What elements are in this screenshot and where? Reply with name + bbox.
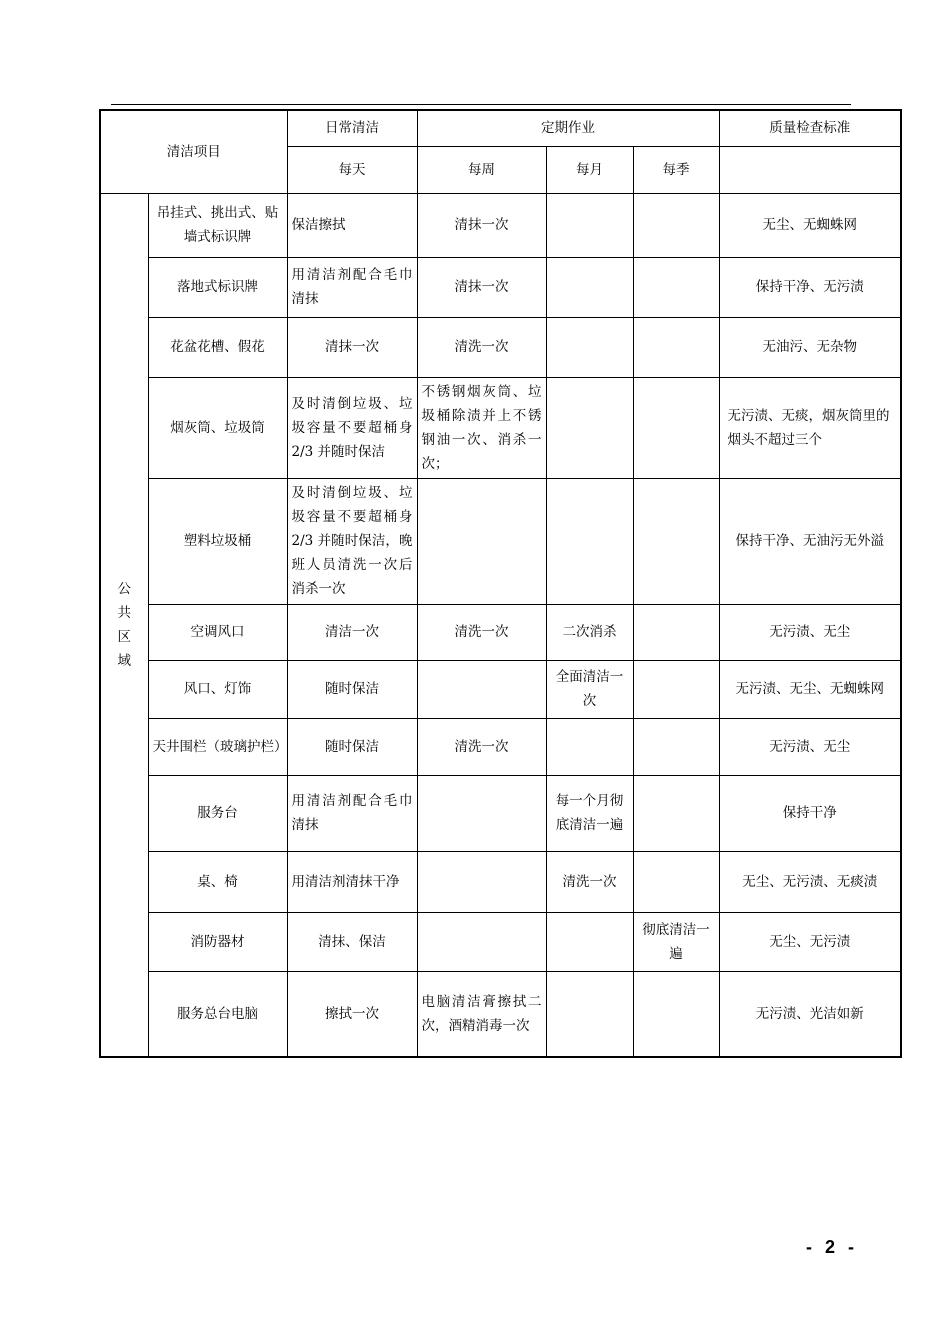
cell-daily: 清抹、保洁 (287, 912, 417, 971)
cell-daily: 用清洁剂配合毛巾清抹 (287, 775, 417, 851)
cell-item: 消防器材 (148, 912, 287, 971)
header-blank (719, 146, 901, 193)
area-char: 公 (117, 580, 131, 597)
area-char: 域 (117, 652, 131, 669)
header-row (100, 110, 901, 146)
header-item: 清洁项目 (100, 110, 287, 193)
cell-standard: 无尘、无蜘蛛网 (719, 193, 901, 257)
cell-standard: 保持干净 (719, 775, 901, 851)
cell-quarterly (633, 660, 719, 718)
cell-item: 空调风口 (148, 604, 287, 660)
cell-daily: 用清洁剂配合毛巾清抹 (287, 257, 417, 317)
cell-quarterly: 彻底清洁一遍 (633, 912, 719, 971)
cell-item: 吊挂式、挑出式、贴墙式标识牌 (148, 193, 287, 257)
cell-item: 花盆花槽、假花 (148, 317, 287, 377)
page-number: - 2 - (806, 1237, 859, 1257)
area-char: 区 (117, 628, 131, 645)
cell-item: 桌、椅 (148, 851, 287, 912)
cell-quarterly (633, 775, 719, 851)
cell-monthly (546, 257, 633, 317)
header-every-month: 每月 (546, 146, 633, 193)
header-every-day: 每天 (287, 146, 417, 193)
cell-standard: 无污渍、无尘、无蜘蛛网 (719, 660, 901, 718)
cell-weekly (417, 660, 546, 718)
cleaning-schedule-table (99, 109, 902, 1058)
cell-monthly: 全面清洁一次 (546, 660, 633, 718)
cell-weekly: 清抹一次 (417, 257, 546, 317)
table-row (100, 775, 901, 851)
cell-daily: 用清洁剂清抹干净 (287, 851, 417, 912)
cell-standard: 无污渍、无尘 (719, 604, 901, 660)
cell-quarterly (633, 193, 719, 257)
cell-weekly (417, 775, 546, 851)
cell-standard: 无油污、无杂物 (719, 317, 901, 377)
cell-weekly: 清抹一次 (417, 193, 546, 257)
cell-item: 服务台 (148, 775, 287, 851)
cell-monthly (546, 718, 633, 775)
cell-standard: 无污渍、光洁如新 (719, 971, 901, 1057)
cell-weekly: 清洗一次 (417, 604, 546, 660)
cell-monthly (546, 912, 633, 971)
header-daily: 日常清洁 (287, 110, 417, 146)
table-row (100, 193, 901, 257)
cell-weekly: 电脑清洁膏擦拭二次，酒精消毒一次 (417, 971, 546, 1057)
cell-quarterly (633, 257, 719, 317)
cell-item: 烟灰筒、垃圾筒 (148, 377, 287, 478)
header-every-week: 每周 (417, 146, 546, 193)
header-periodic: 定期作业 (417, 110, 719, 146)
cell-daily: 擦拭一次 (287, 971, 417, 1057)
table-row (100, 377, 901, 478)
table-row (100, 718, 901, 775)
cell-monthly: 清洗一次 (546, 851, 633, 912)
cell-monthly (546, 317, 633, 377)
header-every-quarter: 每季 (633, 146, 719, 193)
cell-standard: 无污渍、无尘 (719, 718, 901, 775)
cell-item: 天井围栏（玻璃护栏） (148, 718, 287, 775)
table-row (100, 851, 901, 912)
cell-weekly: 清洗一次 (417, 718, 546, 775)
cell-daily: 随时保洁 (287, 718, 417, 775)
cell-item: 塑料垃圾桶 (148, 478, 287, 604)
cell-quarterly (633, 851, 719, 912)
cell-daily: 清抹一次 (287, 317, 417, 377)
cell-standard: 无尘、无污渍、无痰渍 (719, 851, 901, 912)
cell-daily: 及时清倒垃圾、垃圾容量不要超桶身 2/3 并随时保洁，晚班人员清洗一次后消杀一次 (287, 478, 417, 604)
cell-weekly: 清洗一次 (417, 317, 546, 377)
header-rule (111, 104, 851, 105)
area-char: 共 (117, 604, 131, 621)
cell-daily: 清洁一次 (287, 604, 417, 660)
cell-item: 风口、灯饰 (148, 660, 287, 718)
cell-standard: 无污渍、无痰，烟灰筒里的烟头不超过三个 (719, 377, 901, 478)
cell-daily: 随时保洁 (287, 660, 417, 718)
table-row (100, 317, 901, 377)
cell-quarterly (633, 377, 719, 478)
header-quality: 质量检查标准 (719, 110, 901, 146)
table-row (100, 604, 901, 660)
table-row (100, 971, 901, 1057)
cell-daily: 及时清倒垃圾、垃圾容量不要超桶身 2/3 并随时保洁 (287, 377, 417, 478)
cell-standard: 无尘、无污渍 (719, 912, 901, 971)
cell-quarterly (633, 317, 719, 377)
cell-monthly (546, 971, 633, 1057)
table-row (100, 660, 901, 718)
cell-standard: 保持干净、无污渍 (719, 257, 901, 317)
cell-quarterly (633, 718, 719, 775)
cell-standard: 保持干净、无油污无外溢 (719, 478, 901, 604)
cell-weekly (417, 851, 546, 912)
cell-monthly (546, 193, 633, 257)
cell-monthly: 每一个月彻底清洁一遍 (546, 775, 633, 851)
cell-quarterly (633, 604, 719, 660)
cell-daily: 保洁擦拭 (287, 193, 417, 257)
cell-item: 落地式标识牌 (148, 257, 287, 317)
area-label (100, 193, 148, 1057)
table-row (100, 478, 901, 604)
cell-quarterly (633, 478, 719, 604)
cell-monthly: 二次消杀 (546, 604, 633, 660)
table-row (100, 257, 901, 317)
cell-weekly (417, 478, 546, 604)
cell-quarterly (633, 971, 719, 1057)
table-row (100, 912, 901, 971)
cell-weekly (417, 912, 546, 971)
cell-item: 服务总台电脑 (148, 971, 287, 1057)
cell-weekly: 不锈钢烟灰筒、垃圾桶除渍并上不锈钢油一次、消杀一次； (417, 377, 546, 478)
cell-monthly (546, 377, 633, 478)
cell-monthly (546, 478, 633, 604)
